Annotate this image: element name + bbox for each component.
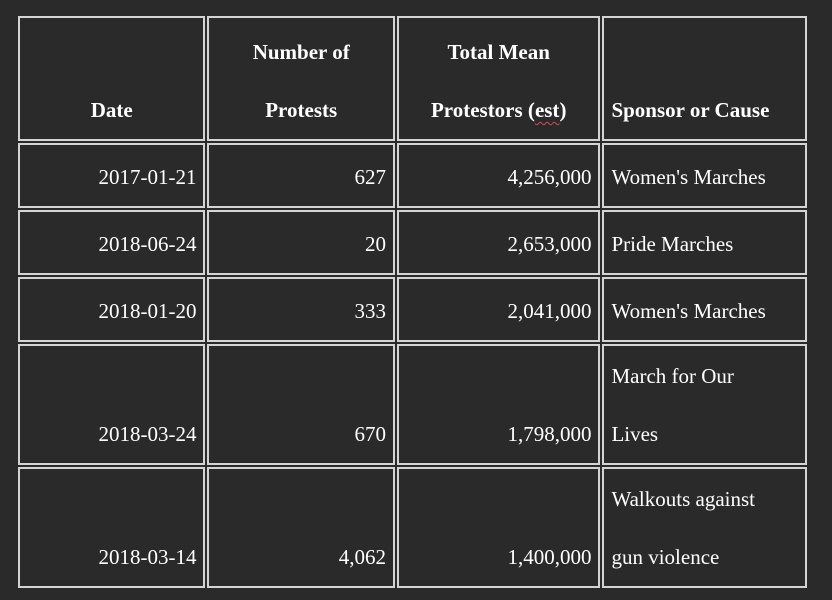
table-row (18, 210, 807, 275)
cell-sponsor: March for Our Lives (602, 344, 807, 465)
table-row (18, 277, 807, 342)
table-row (18, 143, 807, 208)
cell-protestors: 2,653,000 (397, 210, 601, 275)
cell-sponsor: Women's Marches (602, 143, 807, 208)
header-number-of-protests: Number of Protests (207, 16, 394, 141)
table-row (18, 344, 807, 465)
table-row (18, 467, 807, 588)
cell-protests: 333 (207, 277, 394, 342)
spellcheck-underlined-word: est (534, 98, 560, 122)
cell-protests: 20 (207, 210, 394, 275)
cell-protests: 4,062 (207, 467, 394, 588)
cell-date: 2017-01-21 (18, 143, 205, 208)
header-date: Date (18, 16, 205, 141)
cell-date: 2018-03-24 (18, 344, 205, 465)
cell-sponsor: Women's Marches (602, 277, 807, 342)
header-total-mean-protestors: Total Mean Protestors (est) (397, 16, 601, 141)
cell-protestors: 1,400,000 (397, 467, 601, 588)
cell-date: 2018-03-14 (18, 467, 205, 588)
cell-protestors: 1,798,000 (397, 344, 601, 465)
cell-protestors: 2,041,000 (397, 277, 601, 342)
cell-protestors: 4,256,000 (397, 143, 601, 208)
table-header-row (18, 16, 807, 141)
cell-protests: 670 (207, 344, 394, 465)
cell-protests: 627 (207, 143, 394, 208)
cell-date: 2018-06-24 (18, 210, 205, 275)
cell-sponsor: Pride Marches (602, 210, 807, 275)
cell-sponsor: Walkouts against gun violence (602, 467, 807, 588)
header-sponsor-or-cause: Sponsor or Cause (602, 16, 807, 141)
protests-table (16, 14, 809, 590)
cell-date: 2018-01-20 (18, 277, 205, 342)
